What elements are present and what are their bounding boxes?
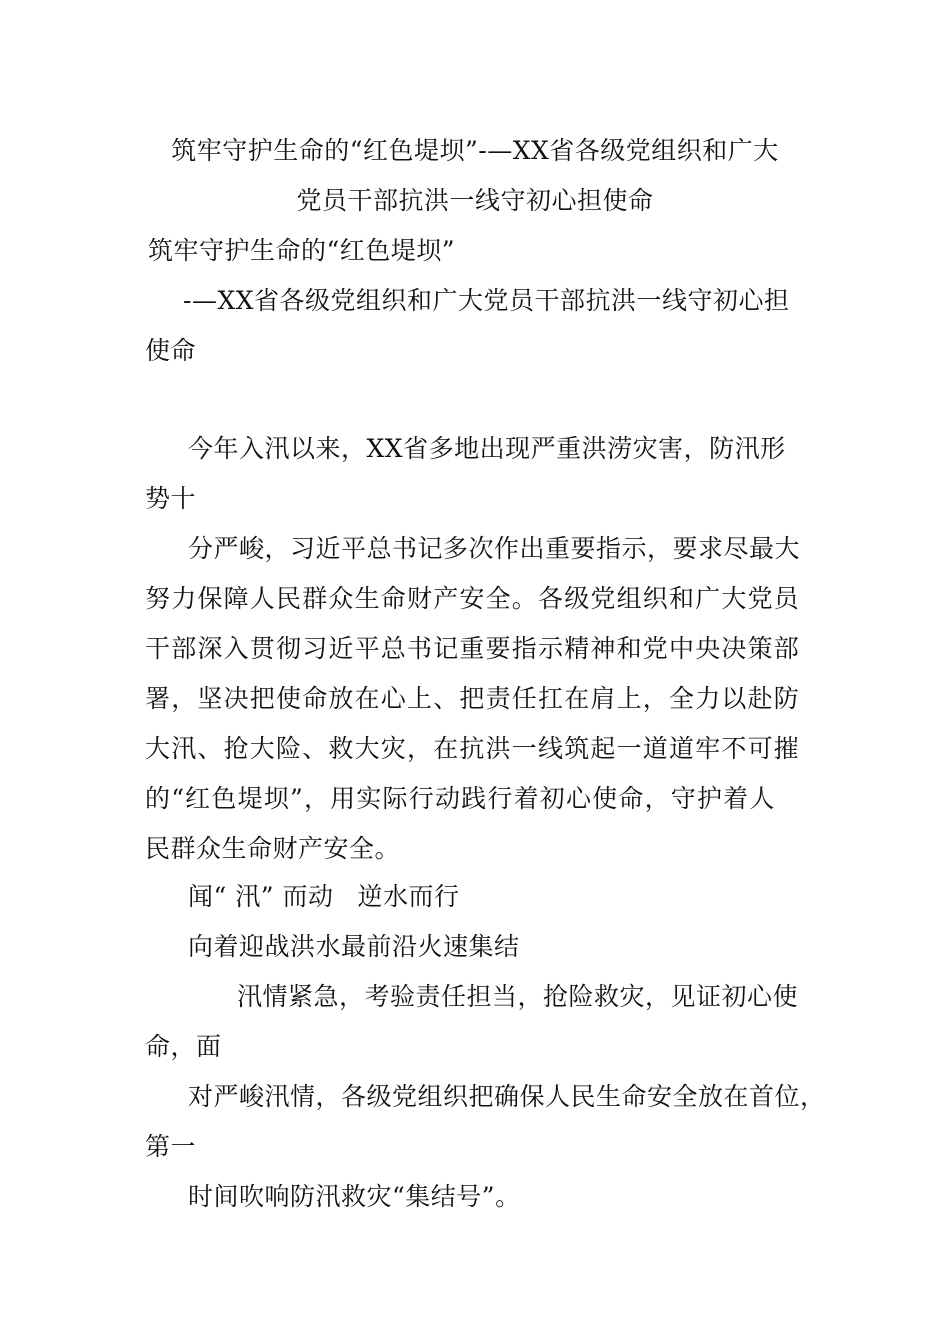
paragraph-1-line-1: 今年入汛以来，XX省多地出现严重洪涝灾害，防汛形: [188, 434, 786, 463]
paragraph-3-line-2: 命，面: [145, 1032, 222, 1061]
paragraph-2-line-2: 努力保障人民群众生命财产安全。各级党组织和广大党员: [145, 584, 801, 613]
subtitle-line-1: 筑牢守护生命的“红色堤坝”: [148, 236, 456, 265]
paragraph-2-line-5: 大汛、抢大险、救大灾，在抗洪一线筑起一道道牢不可摧: [145, 734, 801, 763]
paragraph-1-line-2: 势十: [145, 484, 197, 513]
section-heading-part-a: 闻“ 汛” 而动: [188, 882, 334, 911]
section-subheading: 向着迎战洪水最前沿火速集结: [188, 932, 520, 961]
section-heading-part-b: 逆水而行: [357, 882, 460, 911]
subtitle-line-3: 使命: [145, 336, 197, 365]
paragraph-2-line-1: 分严峻，习近平总书记多次作出重要指示，要求尽最大: [188, 534, 801, 563]
subtitle-line-2: -—XX省各级党组织和广大党员干部抗洪一线守初心担: [183, 286, 790, 315]
paragraph-4-line-2: 第一: [145, 1132, 197, 1161]
paragraph-2-line-7: 民群众生命财产安全。: [145, 834, 401, 863]
title-line-2: 党员干部抗洪一线守初心担使命: [296, 186, 654, 215]
title-line-1: 筑牢守护生命的“红色堤坝”-—XX省各级党组织和广大: [171, 136, 779, 165]
section-heading: [0, 880, 950, 914]
paragraph-3-line-1: 汛情紧急，考验责任担当，抢险救灾，见证初心使: [237, 982, 799, 1011]
paragraph-4-line-1: 对严峻汛情，各级党组织把确保人民生命安全放在首位，: [188, 1082, 826, 1111]
paragraph-2-line-4: 署，坚决把使命放在心上、把责任扛在肩上，全力以赴防: [145, 684, 801, 713]
paragraph-5-line-1: 时间吹响防汛救灾“集结号”。: [188, 1182, 521, 1211]
paragraph-2-line-3: 干部深入贯彻习近平总书记重要指示精神和党中央决策部: [145, 634, 801, 663]
paragraph-2-line-6: 的“红色堤坝”，用实际行动践行着初心使命，守护着人: [145, 784, 776, 813]
